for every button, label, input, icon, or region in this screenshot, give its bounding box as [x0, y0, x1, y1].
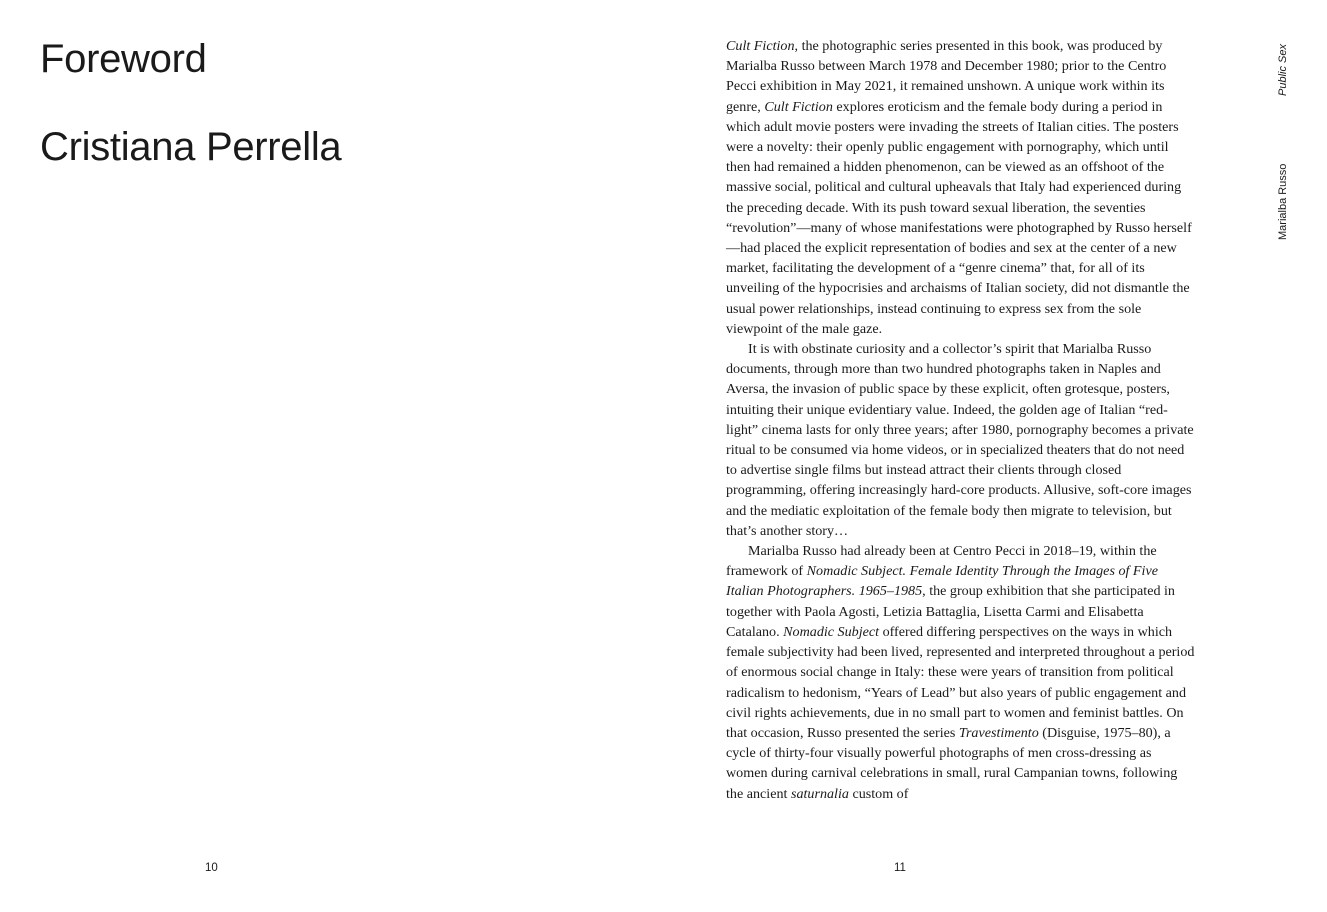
- text-run: Travestimento: [958, 724, 1039, 741]
- chapter-author: Cristiana Perrella: [40, 125, 342, 169]
- page-number-right: 11: [894, 862, 906, 874]
- right-page: [663, 0, 1327, 912]
- text-run: custom of: [848, 785, 909, 802]
- text-run: , the group exhibition that she participated in together with Paola Agosti, Letizia Battaglia, Lisetta Carmi and Elisabetta Catalano.: [726, 583, 1175, 640]
- text-run: Nomadic Subject: [783, 623, 880, 640]
- text-run: offered differing perspectives on the ways in which female subjectivity had been lived, represented and interpreted throughout a period of enormous social change in Italy: these were years of transition from political radicalism to hedonism, “Years of Lead” but also years of public engagement and civil rights achievements, due in no small part to women and feminist battles. On that occasion, Russo presented the series: [726, 623, 1195, 741]
- text-run: saturnalia: [790, 785, 849, 802]
- paragraph: [726, 36, 1196, 339]
- left-page: [0, 0, 663, 912]
- page-number-left: 10: [205, 862, 218, 874]
- text-run: Marialba Russo had already been at Centro Pecci in 2018–19, within the framework of: [726, 543, 1157, 580]
- text-run: Nomadic Subject. Female Identity Through the Images of Five Italian Photographers. 1965–1985: [726, 563, 1158, 600]
- text-run: (Disguise, 1975–80), a cycle of thirty-four visually powerful photographs of men cross-dressing as women during carnival celebrations in small, rural Campanian towns, following the ancient: [726, 724, 1178, 802]
- text-run: explores eroticism and the female body during a period in which adult movie posters were invading the streets of Italian cities. The posters were a novelty: their openly public engagement with pornography, which until then had remained a hidden phenomenon, can be viewed as an offshoot of the massive social, political and cultural upheavals that Italy had experienced during the preceding decade. With its push toward sexual liberation, the seventies “revolution”—many of whose manifestations were photographed by Russo herself—had placed the explicit representation of bodies and sex at the center of a new market, facilitating the development of a “genre cinema” that, for all of its unveiling of the hypocrisies and archaisms of Italian society, did not dismantle the usual power relationships, instead continuing to express sex from the sole viewpoint of the male gaze.: [726, 98, 1192, 337]
- paragraph: [726, 339, 1196, 541]
- body-text: [726, 36, 1196, 804]
- chapter-title: Foreword: [40, 37, 207, 81]
- text-run: , the photographic series presented in this book, was produced by Marialba Russo between March 1978 and December 1980; prior to the Centro Pecci exhibition in May 2021, it remained unshown. A unique work within its genre,: [726, 38, 1167, 115]
- text-run: Cult Fiction: [764, 98, 833, 115]
- text-run: It is with obstinate curiosity and a collector’s spirit that Marialba Russo documents, through more than two hundred photographs taken in Naples and Aversa, the invasion of public space by these explicit, often grotesque, posters, intuiting their unique evidentiary value. Indeed, the golden age of Italian “red-light” cinema lasts for only three years; after 1980, pornography becomes a private ritual to be consumed via home videos, or in specialized theaters that do not need to advertise single films but instead attract their clients through closed programming, offering increasingly hard-core products. Allusive, soft-core images and the mediatic exploitation of the female body then migrate to television, but that’s another story…: [726, 341, 1194, 539]
- text-run: Cult Fiction: [726, 38, 795, 54]
- running-head-section: Public Sex: [1277, 44, 1289, 96]
- running-head-artist: Marialba Russo: [1277, 163, 1289, 240]
- paragraph: [726, 541, 1196, 804]
